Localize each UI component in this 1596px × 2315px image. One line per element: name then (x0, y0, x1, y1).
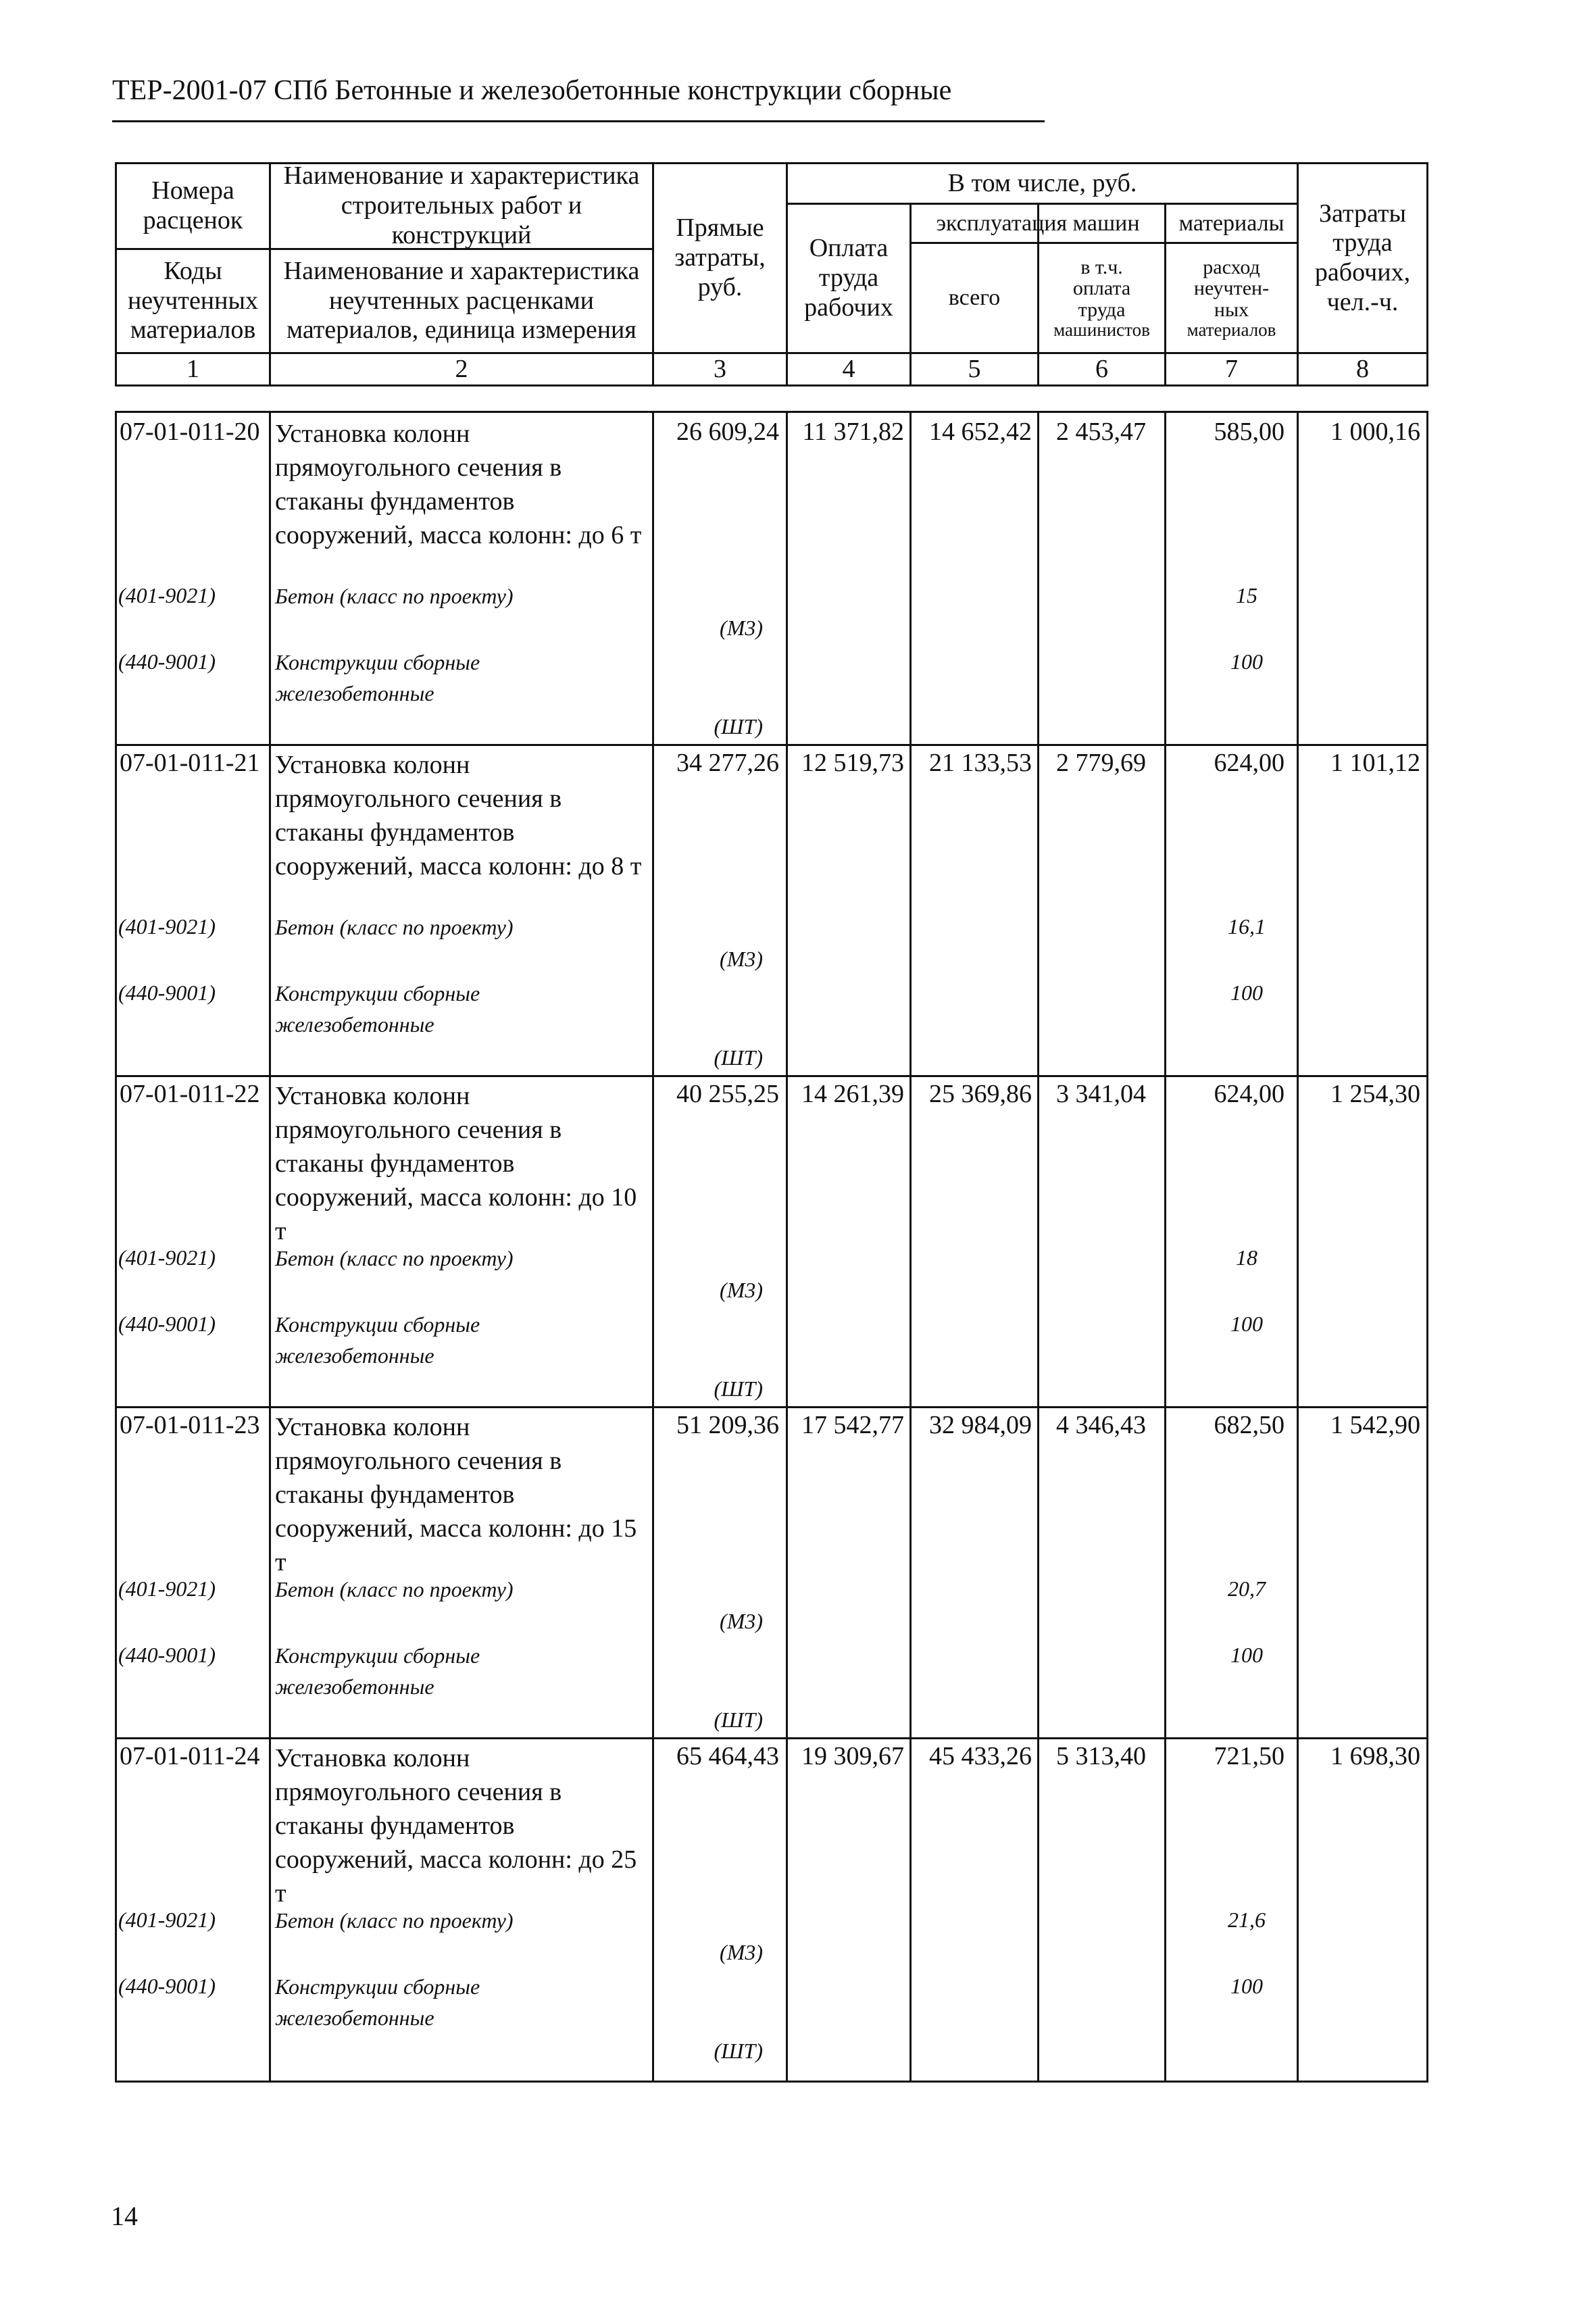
material-qty: 16,1 (1228, 914, 1266, 939)
column-number: 5 (968, 354, 981, 383)
material-qty: 100 (1230, 980, 1263, 1005)
material-unit: (ШТ) (714, 714, 763, 739)
rate-code: 07-01-011-24 (120, 1742, 260, 1770)
rate-name: Установка колонн прямоугольного сечения в стаканы фундаментов сооружений, масса колонн: до 8 т (275, 751, 642, 880)
material-name: Бетон (класс по проекту) (275, 1246, 514, 1270)
materials-cost: 624,00 (1214, 1080, 1285, 1108)
machinists-pay: 4 346,43 (1056, 1411, 1146, 1439)
rate-name: Установка колонн прямоугольного сечения в стаканы фундаментов сооружений, масса колонн: до 25 т (275, 1744, 637, 1908)
material-code: (401-9021) (118, 1245, 216, 1270)
direct-costs: 26 609,24 (676, 418, 779, 446)
labor-pay: 19 309,67 (801, 1742, 904, 1770)
machines-total: 45 433,26 (929, 1742, 1032, 1770)
machinists-pay: 2 779,69 (1056, 749, 1146, 777)
labor-hours: 1 254,30 (1330, 1080, 1420, 1108)
materials-cost: 721,50 (1214, 1742, 1285, 1770)
labor-hours: 1 698,30 (1330, 1742, 1420, 1770)
material-code: (401-9021) (118, 1576, 216, 1601)
material-unit: (М3) (720, 616, 763, 640)
header-col7: расход неучтен- ных материалов (1187, 255, 1276, 341)
rate-name: Установка колонн прямоугольного сечения в стаканы фундаментов сооружений, масса колонн: до 6 т (275, 420, 642, 549)
column-number: 4 (842, 354, 855, 383)
rate-code: 07-01-011-20 (120, 418, 260, 446)
material-name: Бетон (класс по проекту) (275, 584, 514, 608)
column-number: 7 (1225, 354, 1238, 383)
direct-costs: 51 209,36 (676, 1411, 779, 1439)
machinists-pay: 2 453,47 (1056, 418, 1146, 446)
material-code: (440-9001) (118, 649, 216, 674)
labor-hours: 1 101,12 (1330, 749, 1420, 777)
table-row (117, 413, 1426, 744)
document-title: ТЕР-2001-07 СПб Бетонные и железобетонные конструкции сборные (112, 75, 952, 106)
table-row (117, 1075, 1426, 1406)
direct-costs: 34 277,26 (676, 749, 779, 777)
material-code: (440-9001) (118, 980, 216, 1005)
machines-total: 14 652,42 (929, 418, 1032, 446)
labor-pay: 12 519,73 (801, 749, 904, 777)
table-row (117, 1406, 1426, 1737)
material-unit: (ШТ) (714, 1376, 763, 1401)
material-unit: (ШТ) (714, 2039, 763, 2063)
material-name: Бетон (класс по проекту) (275, 915, 514, 939)
header-col6: в т.ч. оплата труда машинистов (1053, 255, 1150, 341)
materials-cost: 682,50 (1214, 1411, 1285, 1439)
title-underline (112, 120, 1045, 122)
labor-hours: 1 000,16 (1330, 418, 1420, 446)
header-col8: Затраты труда рабочих, чел.-ч. (1314, 199, 1411, 316)
table-row (117, 1737, 1426, 2081)
header-col4: Оплата труда рабочих (804, 234, 893, 322)
material-code: (401-9021) (118, 583, 216, 607)
column-number: 8 (1356, 354, 1369, 383)
material-code: (440-9001) (118, 1643, 216, 1667)
material-unit: (ШТ) (714, 1708, 763, 1732)
materials-cost: 624,00 (1214, 749, 1285, 777)
direct-costs: 65 464,43 (676, 1742, 779, 1770)
header-machines-group: эксплуатация машин (936, 210, 1140, 236)
table-row (117, 744, 1426, 1075)
machines-total: 32 984,09 (929, 1411, 1032, 1439)
labor-pay: 14 261,39 (801, 1080, 904, 1108)
table-header (115, 162, 1428, 387)
column-number: 1 (186, 354, 199, 383)
header-col2-top: Наименование и характеристика строительных работ и конструкций (283, 161, 640, 249)
material-qty: 21,6 (1228, 1908, 1266, 1932)
material-code: (401-9021) (118, 914, 216, 939)
material-qty: 18 (1236, 1245, 1257, 1270)
rate-code: 07-01-011-21 (120, 749, 260, 777)
column-number: 2 (455, 354, 468, 383)
header-col1-bottom: Коды неучтенных материалов (127, 256, 259, 345)
material-name: Бетон (класс по проекту) (275, 1908, 514, 1933)
machines-total: 21 133,53 (929, 749, 1032, 777)
machines-total: 25 369,86 (929, 1080, 1032, 1108)
material-qty: 100 (1230, 649, 1263, 674)
material-qty: 100 (1230, 1312, 1263, 1336)
column-number: 6 (1095, 354, 1108, 383)
labor-hours: 1 542,90 (1330, 1411, 1420, 1439)
material-name: Конструкции сборные железобетонные (275, 1312, 480, 1368)
material-qty: 20,7 (1228, 1576, 1266, 1601)
header-col3: Прямые затраты, руб. (674, 214, 766, 301)
labor-pay: 17 542,77 (801, 1411, 904, 1439)
material-name: Конструкции сборные железобетонные (275, 981, 480, 1037)
material-unit: (ШТ) (714, 1045, 763, 1070)
column-number: 3 (714, 354, 726, 383)
labor-pay: 11 371,82 (802, 418, 904, 446)
machinists-pay: 3 341,04 (1056, 1080, 1146, 1108)
material-unit: (М3) (720, 1940, 763, 1964)
header-materials-group: материалы (1178, 210, 1285, 236)
material-code: (440-9001) (118, 1312, 216, 1336)
material-name: Конструкции сборные железобетонные (275, 650, 480, 705)
material-unit: (М3) (720, 947, 763, 971)
machinists-pay: 5 313,40 (1056, 1742, 1146, 1770)
material-qty: 15 (1236, 583, 1257, 607)
page-number: 14 (111, 2201, 138, 2231)
material-unit: (М3) (720, 1278, 763, 1302)
header-group: В том числе, руб. (947, 168, 1137, 197)
materials-cost: 585,00 (1214, 418, 1285, 446)
rate-name: Установка колонн прямоугольного сечения в стаканы фундаментов сооружений, масса колонн: до 15 т (275, 1413, 637, 1576)
material-qty: 100 (1230, 1643, 1263, 1667)
rate-name: Установка колонн прямоугольного сечения в стаканы фундаментов сооружений, масса колонн: до 10 т (275, 1082, 637, 1245)
material-code: (440-9001) (118, 1974, 216, 1998)
rate-code: 07-01-011-23 (120, 1411, 260, 1439)
material-unit: (М3) (720, 1609, 763, 1633)
rate-code: 07-01-011-22 (120, 1080, 260, 1108)
header-col2-bottom: Наименование и характеристика неучтенных расценками материалов, единица измерения (283, 256, 640, 345)
rates-table (115, 411, 1428, 2083)
header-col5: всего (948, 285, 1001, 311)
material-name: Бетон (класс по проекту) (275, 1577, 514, 1601)
material-qty: 100 (1230, 1974, 1263, 1998)
material-code: (401-9021) (118, 1908, 216, 1932)
header-col1-top: Номера расценок (143, 176, 243, 234)
material-name: Конструкции сборные железобетонные (275, 1643, 480, 1699)
direct-costs: 40 255,25 (676, 1080, 779, 1108)
material-name: Конструкции сборные железобетонные (275, 1974, 480, 2030)
